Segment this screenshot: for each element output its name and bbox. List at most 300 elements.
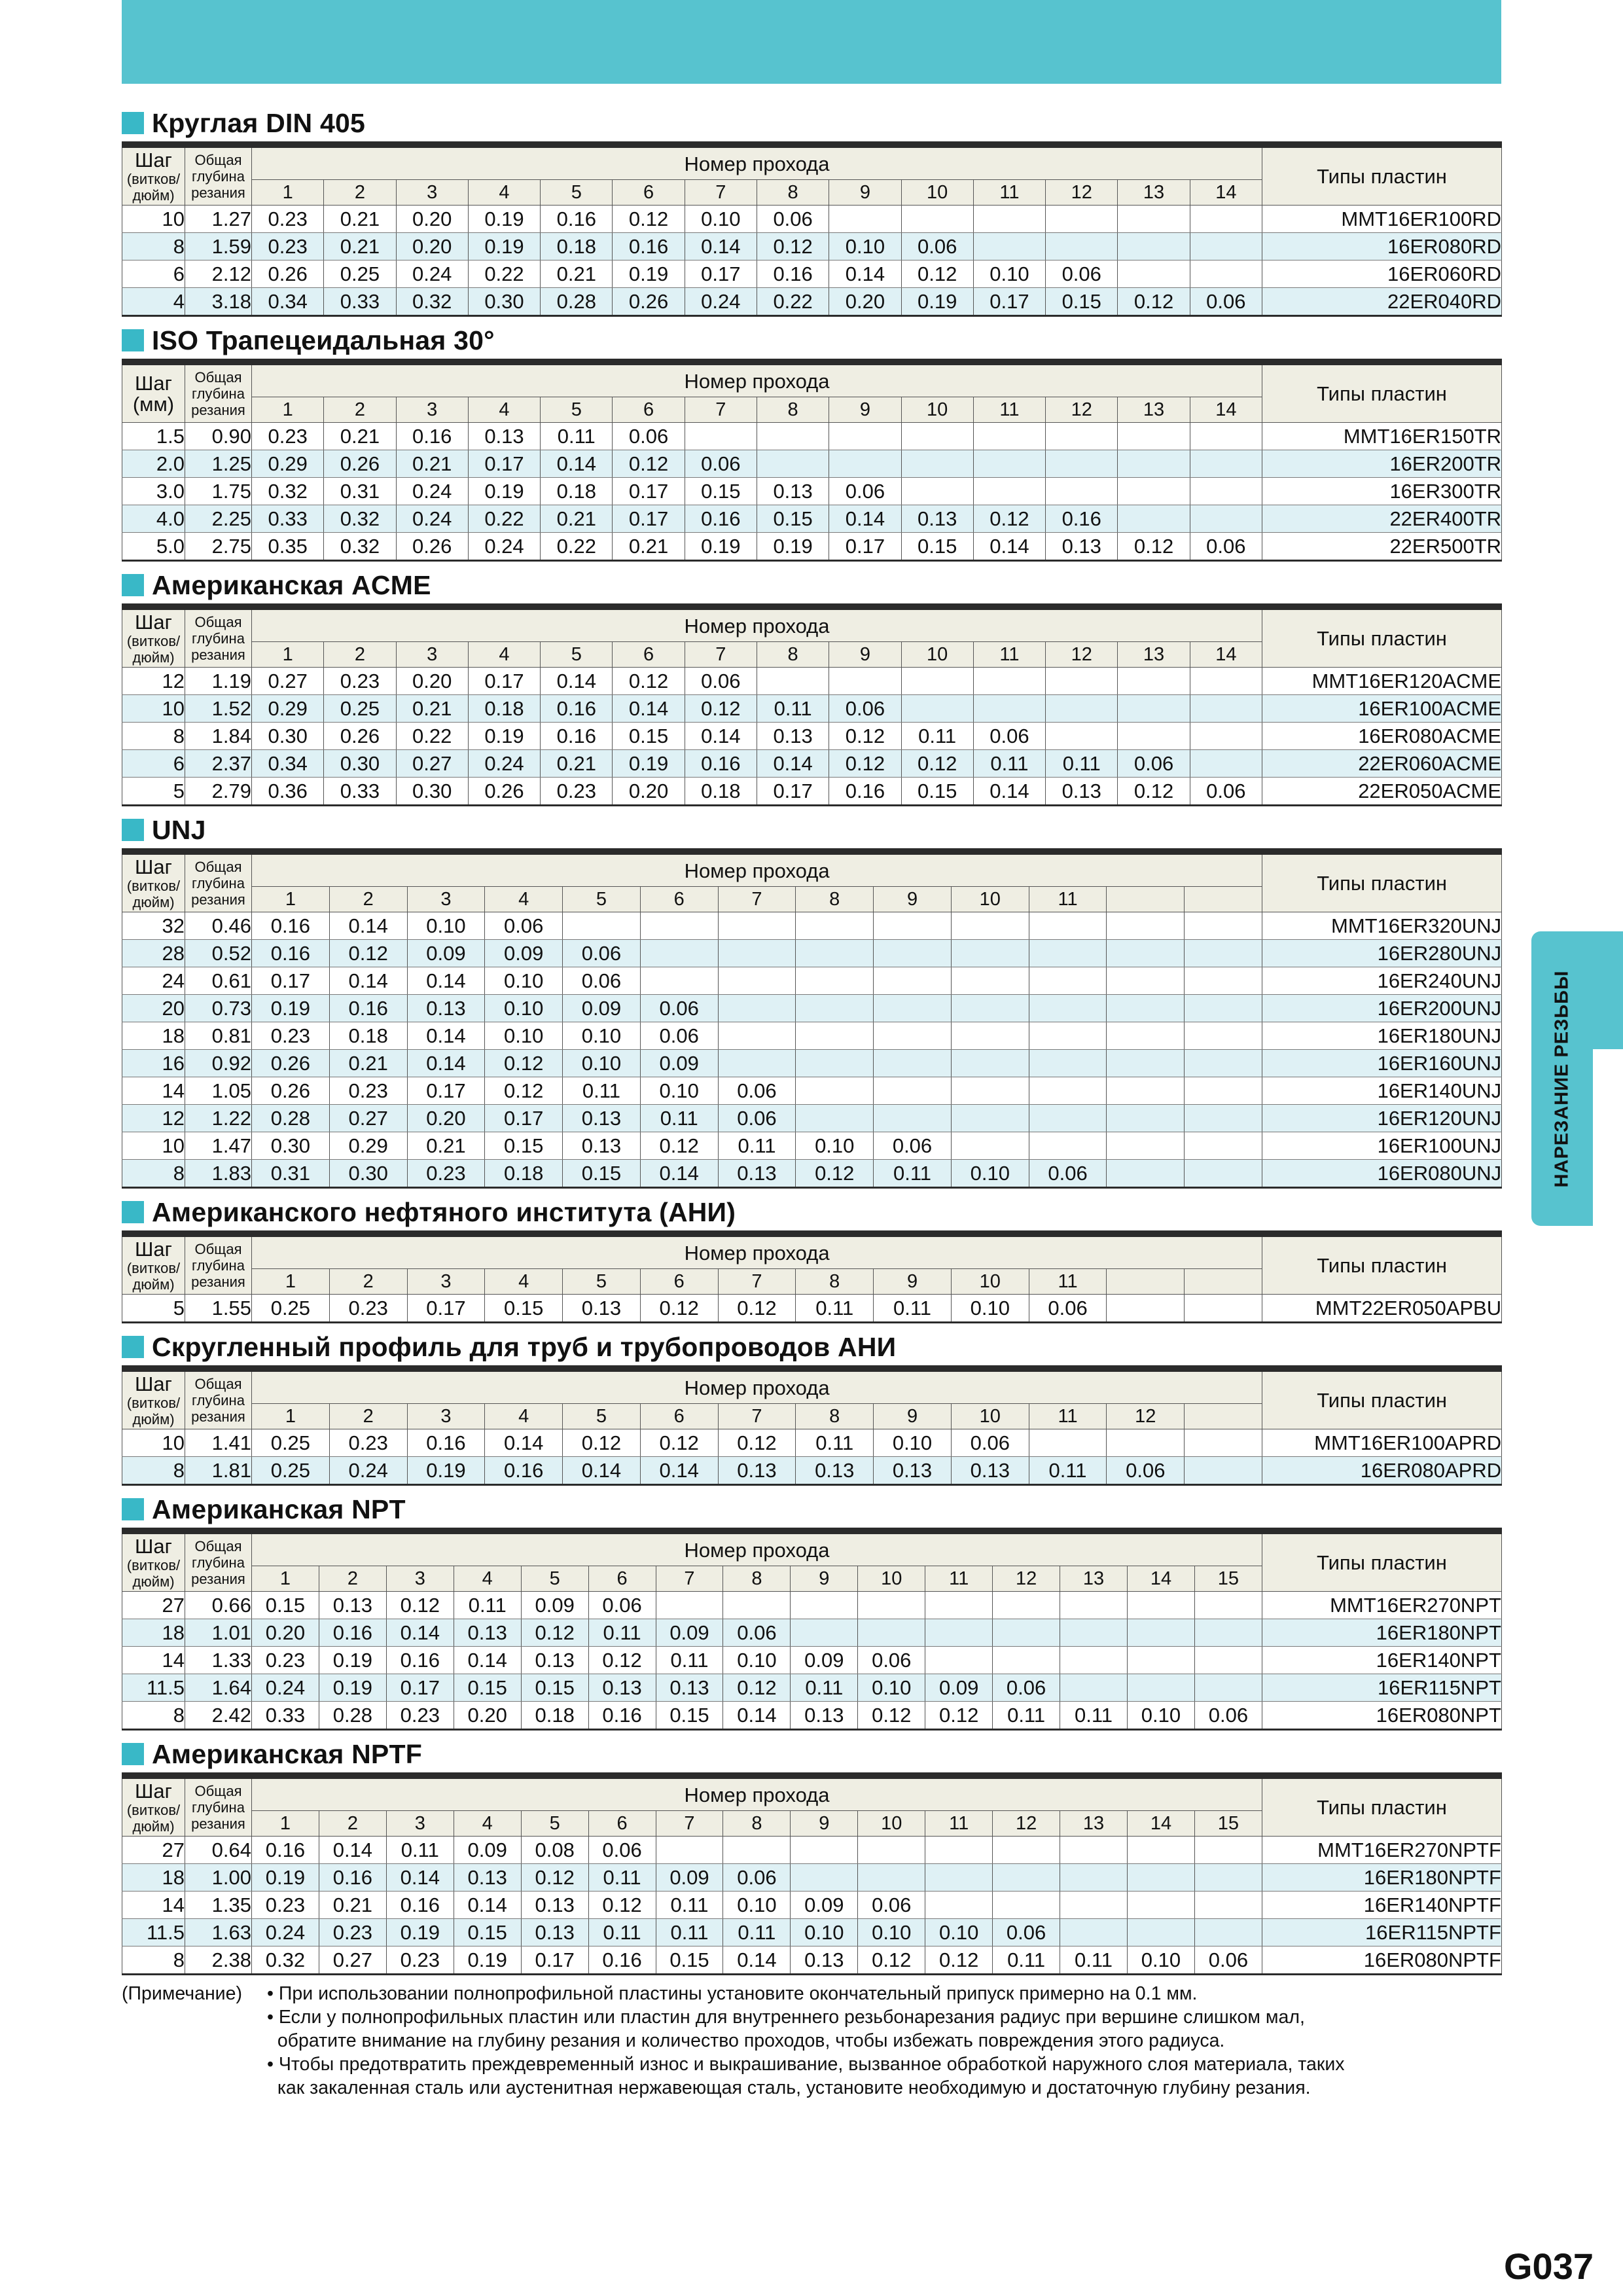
- pitch-cell: 14: [122, 1647, 185, 1674]
- pass-value-cell: [718, 967, 796, 995]
- pass-value-cell: 0.14: [685, 723, 757, 750]
- pass-value-cell: 0.09: [407, 940, 485, 967]
- pass-value-cell: 0.16: [252, 912, 330, 940]
- table-row: [122, 206, 1502, 233]
- pass-value-cell: 0.13: [791, 1946, 858, 1975]
- pass-value-cell: 0.33: [252, 1702, 319, 1730]
- pass-value-cell: 0.10: [925, 1919, 993, 1946]
- pass-value-cell: [993, 1837, 1060, 1864]
- pass-value-cell: 0.11: [656, 1892, 723, 1919]
- pass-number: 4: [454, 1566, 521, 1592]
- pass-value-cell: 0.10: [485, 967, 563, 995]
- pass-value-cell: 0.23: [329, 1429, 407, 1457]
- pitch-cell: 12: [122, 668, 185, 695]
- depth-cell: 1.41: [185, 1429, 252, 1457]
- pass-number: 2: [329, 1404, 407, 1429]
- pass-value-cell: 0.22: [757, 288, 829, 316]
- pass-value-cell: 0.12: [858, 1702, 925, 1730]
- pass-value-cell: 0.33: [324, 288, 396, 316]
- pitch-header: Шаг (витков/ дюйм): [122, 607, 185, 668]
- pass-value-cell: 0.06: [685, 668, 757, 695]
- pass-value-cell: 0.16: [319, 1619, 386, 1647]
- pitch-cell: 10: [122, 206, 185, 233]
- pass-value-cell: [1127, 1837, 1194, 1864]
- pass-value-cell: [1185, 912, 1262, 940]
- thread-table: [122, 141, 1502, 317]
- pass-number: 12: [1107, 1404, 1185, 1429]
- pass-value-cell: 0.12: [901, 260, 973, 288]
- pass-value-cell: [901, 206, 973, 233]
- thread-table: [122, 1230, 1502, 1323]
- depth-cell: 1.19: [185, 668, 252, 695]
- section-marker-icon: [122, 1743, 144, 1765]
- pass-value-cell: 0.15: [454, 1919, 521, 1946]
- pass-value-cell: 0.06: [613, 423, 685, 450]
- table-row: [122, 423, 1502, 450]
- pass-value-cell: 0.11: [874, 1295, 952, 1323]
- pass-value-cell: [1107, 1132, 1185, 1160]
- pass-value-cell: 0.15: [757, 505, 829, 533]
- pass-value-cell: 0.13: [757, 723, 829, 750]
- pass-value-cell: 0.30: [252, 1132, 330, 1160]
- pass-value-cell: 0.25: [252, 1429, 330, 1457]
- section-marker-icon: [122, 112, 144, 134]
- pass-value-cell: 0.14: [829, 260, 901, 288]
- pass-number: [1107, 1269, 1185, 1295]
- pass-number: 3: [407, 1269, 485, 1295]
- thread-table: [122, 603, 1502, 806]
- pass-number: 4: [454, 1811, 521, 1837]
- pass-value-cell: 0.15: [901, 533, 973, 561]
- pass-value-cell: 0.13: [563, 1132, 641, 1160]
- table-row: [122, 1837, 1502, 1864]
- pass-value-cell: 0.13: [319, 1592, 386, 1619]
- pass-value-cell: 0.23: [319, 1919, 386, 1946]
- pass-value-cell: 0.11: [640, 1105, 718, 1132]
- pass-value-cell: 0.19: [901, 288, 973, 316]
- pass-value-cell: [951, 912, 1029, 940]
- pitch-header: Шаг (витков/ дюйм): [122, 1531, 185, 1592]
- table-row: [122, 723, 1502, 750]
- table-row: [122, 505, 1502, 533]
- pass-value-cell: [951, 1022, 1029, 1050]
- pass-value-cell: 0.14: [407, 967, 485, 995]
- pass-value-cell: 0.11: [993, 1946, 1060, 1975]
- pass-number: 2: [324, 642, 396, 668]
- depth-cell: 0.66: [185, 1592, 252, 1619]
- table-row: [122, 478, 1502, 505]
- pass-value-cell: 0.30: [252, 723, 324, 750]
- pass-value-cell: [1107, 1429, 1185, 1457]
- pass-value-cell: 0.33: [252, 505, 324, 533]
- pass-value-cell: [796, 1077, 874, 1105]
- pass-number: 13: [1118, 642, 1190, 668]
- pass-value-cell: 0.20: [396, 206, 468, 233]
- pass-value-cell: [1127, 1864, 1194, 1892]
- pass-value-cell: 0.26: [324, 723, 396, 750]
- pass-value-cell: [1029, 1105, 1107, 1132]
- pass-value-cell: 0.06: [685, 450, 757, 478]
- pass-value-cell: 0.10: [485, 1022, 563, 1050]
- table-row: [122, 1619, 1502, 1647]
- pass-value-cell: 0.10: [796, 1132, 874, 1160]
- pass-number: 13: [1118, 180, 1190, 206]
- table-row: [122, 668, 1502, 695]
- insert-type-cell: 22ER040RD: [1262, 288, 1502, 316]
- pass-value-cell: [1118, 206, 1190, 233]
- pass-value-cell: [925, 1837, 993, 1864]
- depth-cell: 1.52: [185, 695, 252, 723]
- pass-value-cell: [1107, 1050, 1185, 1077]
- pass-value-cell: [796, 1022, 874, 1050]
- pass-value-cell: [1118, 695, 1190, 723]
- pass-value-cell: 0.16: [252, 940, 330, 967]
- depth-cell: 2.25: [185, 505, 252, 533]
- pass-value-cell: 0.14: [685, 233, 757, 260]
- pass-value-cell: [796, 1050, 874, 1077]
- pass-value-cell: 0.21: [541, 750, 613, 778]
- pass-value-cell: 0.17: [685, 260, 757, 288]
- pass-value-cell: 0.13: [521, 1647, 588, 1674]
- pass-number: 5: [563, 1404, 641, 1429]
- pass-value-cell: 0.18: [541, 478, 613, 505]
- pass-value-cell: 0.10: [1127, 1702, 1194, 1730]
- pass-value-cell: 0.10: [874, 1429, 952, 1457]
- pass-value-cell: 0.29: [329, 1132, 407, 1160]
- depth-cell: 0.92: [185, 1050, 252, 1077]
- depth-cell: 0.46: [185, 912, 252, 940]
- pass-value-cell: [1190, 423, 1262, 450]
- pass-number: 7: [718, 1404, 796, 1429]
- pass-value-cell: [973, 423, 1045, 450]
- pass-value-cell: 0.23: [324, 668, 396, 695]
- pitch-cell: 5: [122, 1295, 185, 1323]
- pass-number: 3: [386, 1811, 454, 1837]
- pass-value-cell: [1127, 1619, 1194, 1647]
- pass-value-cell: 0.23: [252, 233, 324, 260]
- pass-value-cell: 0.10: [858, 1919, 925, 1946]
- pass-value-cell: 0.19: [757, 533, 829, 561]
- pass-number: 11: [973, 642, 1045, 668]
- table-row: [122, 1674, 1502, 1702]
- note-line: [122, 1982, 1501, 2005]
- pass-value-cell: 0.14: [407, 1022, 485, 1050]
- pass-value-cell: 0.21: [541, 505, 613, 533]
- table-row: [122, 912, 1502, 940]
- pass-value-cell: 0.14: [640, 1160, 718, 1188]
- pass-value-cell: [1029, 1077, 1107, 1105]
- pass-value-cell: [858, 1592, 925, 1619]
- pass-value-cell: 0.06: [1190, 778, 1262, 806]
- pass-value-cell: 0.15: [485, 1295, 563, 1323]
- pass-number: [1107, 887, 1185, 912]
- depth-cell: 1.64: [185, 1674, 252, 1702]
- table-row: [122, 533, 1502, 561]
- pass-value-cell: 0.11: [718, 1132, 796, 1160]
- pitch-cell: 16: [122, 1050, 185, 1077]
- depth-cell: 0.73: [185, 995, 252, 1022]
- pass-value-cell: 0.12: [640, 1429, 718, 1457]
- pass-number: 4: [485, 1269, 563, 1295]
- table-row: [122, 695, 1502, 723]
- depth-header: Общая глубина резания: [185, 1234, 252, 1295]
- insert-type-cell: 16ER200TR: [1262, 450, 1502, 478]
- pass-value-cell: 0.28: [252, 1105, 330, 1132]
- insert-type-cell: 16ER100ACME: [1262, 695, 1502, 723]
- pass-value-cell: [1060, 1864, 1128, 1892]
- pitch-cell: 3.0: [122, 478, 185, 505]
- pass-value-cell: [1185, 1050, 1262, 1077]
- pass-value-cell: [757, 668, 829, 695]
- depth-cell: 1.27: [185, 206, 252, 233]
- pass-value-cell: [656, 1592, 723, 1619]
- pass-value-cell: [993, 1892, 1060, 1919]
- depth-cell: 1.75: [185, 478, 252, 505]
- pass-value-cell: 0.21: [396, 450, 468, 478]
- pass-number-header: Номер прохода: [252, 607, 1262, 642]
- pass-value-cell: 0.11: [656, 1647, 723, 1674]
- pass-value-cell: 0.06: [858, 1647, 925, 1674]
- pass-number: 8: [723, 1811, 791, 1837]
- pass-value-cell: 0.16: [588, 1946, 656, 1975]
- pass-value-cell: [1190, 260, 1262, 288]
- pass-number: 5: [541, 642, 613, 668]
- pass-value-cell: 0.12: [723, 1674, 791, 1702]
- pass-value-cell: 0.14: [329, 912, 407, 940]
- pass-value-cell: 0.12: [613, 668, 685, 695]
- thread-table: [122, 1528, 1502, 1731]
- table-row: [122, 1105, 1502, 1132]
- pitch-cell: 32: [122, 912, 185, 940]
- pass-value-cell: 0.12: [925, 1702, 993, 1730]
- pass-value-cell: [718, 995, 796, 1022]
- pass-value-cell: [718, 1050, 796, 1077]
- pass-value-cell: [1194, 1919, 1262, 1946]
- pass-value-cell: [1107, 1022, 1185, 1050]
- pass-number: 8: [796, 887, 874, 912]
- pass-value-cell: 0.18: [468, 695, 540, 723]
- pass-value-cell: 0.06: [723, 1619, 791, 1647]
- pass-value-cell: 0.13: [757, 478, 829, 505]
- pitch-cell: 1.5: [122, 423, 185, 450]
- pass-value-cell: 0.08: [521, 1837, 588, 1864]
- pass-value-cell: 0.09: [656, 1864, 723, 1892]
- pitch-header: Шаг (витков/ дюйм): [122, 1776, 185, 1837]
- pass-value-cell: 0.21: [613, 533, 685, 561]
- pass-number: 14: [1190, 180, 1262, 206]
- pass-value-cell: 0.06: [563, 967, 641, 995]
- section-title-text: Американская ACME: [152, 569, 431, 600]
- pass-value-cell: [951, 967, 1029, 995]
- pass-value-cell: 0.17: [407, 1077, 485, 1105]
- insert-types-header: Типы пластин: [1262, 1776, 1501, 1837]
- pass-value-cell: 0.12: [640, 1295, 718, 1323]
- pass-number: 5: [541, 397, 613, 423]
- pass-value-cell: [993, 1619, 1060, 1647]
- insert-type-cell: 16ER080UNJ: [1262, 1160, 1502, 1188]
- pass-value-cell: [640, 940, 718, 967]
- pass-value-cell: [640, 912, 718, 940]
- insert-type-cell: MMT22ER050APBU: [1262, 1295, 1502, 1323]
- pitch-cell: 10: [122, 1132, 185, 1160]
- pass-number: 6: [613, 180, 685, 206]
- table-row: [122, 1592, 1502, 1619]
- table-row: [122, 1132, 1502, 1160]
- pass-value-cell: [993, 1647, 1060, 1674]
- pass-value-cell: [1190, 478, 1262, 505]
- pass-value-cell: 0.21: [324, 423, 396, 450]
- pass-value-cell: [829, 450, 901, 478]
- pass-value-cell: 0.12: [485, 1050, 563, 1077]
- pass-value-cell: 0.17: [468, 450, 540, 478]
- pass-value-cell: [1118, 260, 1190, 288]
- pass-value-cell: 0.10: [685, 206, 757, 233]
- pass-value-cell: 0.16: [829, 778, 901, 806]
- pass-value-cell: 0.09: [485, 940, 563, 967]
- pass-number: 7: [718, 887, 796, 912]
- table-row: [122, 1892, 1502, 1919]
- pass-value-cell: 0.11: [588, 1619, 656, 1647]
- pass-value-cell: 0.26: [252, 1077, 330, 1105]
- pass-number-header: Номер прохода: [252, 852, 1262, 887]
- pass-value-cell: 0.16: [613, 233, 685, 260]
- pass-value-cell: 0.23: [407, 1160, 485, 1188]
- pass-value-cell: 0.19: [468, 723, 540, 750]
- pass-value-cell: 0.13: [796, 1457, 874, 1485]
- pass-number: 7: [718, 1269, 796, 1295]
- depth-header: Общая глубина резания: [185, 1369, 252, 1429]
- pass-number: 8: [723, 1566, 791, 1592]
- pass-value-cell: [1185, 1132, 1262, 1160]
- pass-value-cell: 0.11: [993, 1702, 1060, 1730]
- pass-value-cell: [901, 423, 973, 450]
- pass-value-cell: 0.22: [468, 260, 540, 288]
- pass-value-cell: 0.11: [588, 1864, 656, 1892]
- pass-value-cell: 0.11: [1060, 1702, 1128, 1730]
- pass-number: 5: [521, 1566, 588, 1592]
- main-content: [122, 105, 1501, 2100]
- pass-value-cell: 0.27: [329, 1105, 407, 1132]
- pitch-cell: 18: [122, 1619, 185, 1647]
- pass-value-cell: 0.14: [485, 1429, 563, 1457]
- pass-value-cell: 0.11: [1029, 1457, 1107, 1485]
- table-row: [122, 995, 1502, 1022]
- pass-number: 9: [829, 180, 901, 206]
- pass-number: 8: [796, 1269, 874, 1295]
- pass-value-cell: 0.14: [563, 1457, 641, 1485]
- pass-value-cell: 0.35: [252, 533, 324, 561]
- pass-number: 2: [319, 1566, 386, 1592]
- pass-value-cell: 0.19: [685, 533, 757, 561]
- section-title: [122, 1194, 1501, 1230]
- pass-value-cell: 0.06: [1029, 1160, 1107, 1188]
- section-title-text: Американская NPTF: [152, 1738, 422, 1769]
- thread-table: [122, 1365, 1502, 1486]
- depth-cell: 1.01: [185, 1619, 252, 1647]
- pass-number: 7: [685, 642, 757, 668]
- pass-value-cell: [858, 1864, 925, 1892]
- pass-value-cell: 0.18: [485, 1160, 563, 1188]
- pass-value-cell: 0.18: [329, 1022, 407, 1050]
- insert-type-cell: MMT16ER120ACME: [1262, 668, 1502, 695]
- pass-value-cell: 0.17: [829, 533, 901, 561]
- pitch-cell: 8: [122, 723, 185, 750]
- section-marker-icon: [122, 1336, 144, 1358]
- pass-value-cell: 0.17: [407, 1295, 485, 1323]
- pass-number: [1185, 1404, 1262, 1429]
- table-row: [122, 1022, 1502, 1050]
- pass-number: 11: [925, 1811, 993, 1837]
- pass-value-cell: 0.14: [386, 1619, 454, 1647]
- section-title-text: Американская NPT: [152, 1494, 406, 1524]
- section-title: [122, 1491, 1501, 1528]
- pitch-cell: 8: [122, 1457, 185, 1485]
- pass-number: 10: [858, 1566, 925, 1592]
- pass-value-cell: 0.15: [613, 723, 685, 750]
- pass-value-cell: 0.15: [485, 1132, 563, 1160]
- depth-cell: 2.38: [185, 1946, 252, 1975]
- section-title-text: ISO Трапецеидальная 30°: [152, 325, 495, 355]
- pass-value-cell: [1046, 423, 1118, 450]
- pitch-cell: 2.0: [122, 450, 185, 478]
- pass-value-cell: 0.30: [329, 1160, 407, 1188]
- pass-value-cell: 0.22: [396, 723, 468, 750]
- pass-value-cell: 0.06: [951, 1429, 1029, 1457]
- pass-number: [1185, 887, 1262, 912]
- pass-value-cell: 0.27: [319, 1946, 386, 1975]
- pass-number: 4: [485, 887, 563, 912]
- pass-value-cell: 0.14: [386, 1864, 454, 1892]
- section-marker-icon: [122, 1498, 144, 1520]
- pass-value-cell: [796, 912, 874, 940]
- depth-cell: 1.63: [185, 1919, 252, 1946]
- pass-value-cell: [973, 695, 1045, 723]
- pass-value-cell: [993, 1864, 1060, 1892]
- pass-value-cell: 0.09: [640, 1050, 718, 1077]
- pass-value-cell: 0.09: [454, 1837, 521, 1864]
- pass-number: 12: [1046, 642, 1118, 668]
- section-title: [122, 322, 1501, 359]
- insert-type-cell: 16ER120UNJ: [1262, 1105, 1502, 1132]
- pass-value-cell: 0.29: [252, 695, 324, 723]
- pass-value-cell: 0.12: [757, 233, 829, 260]
- pass-value-cell: 0.24: [396, 505, 468, 533]
- pass-value-cell: 0.19: [468, 206, 540, 233]
- thread-table: [122, 848, 1502, 1189]
- header-band: [122, 0, 1501, 84]
- pass-value-cell: 0.21: [541, 260, 613, 288]
- pass-value-cell: 0.32: [324, 533, 396, 561]
- pass-value-cell: 0.06: [1190, 288, 1262, 316]
- pass-value-cell: 0.29: [252, 450, 324, 478]
- insert-type-cell: 16ER240UNJ: [1262, 967, 1502, 995]
- insert-types-header: Типы пластин: [1262, 607, 1502, 668]
- pass-number: 9: [791, 1811, 858, 1837]
- depth-cell: 1.47: [185, 1132, 252, 1160]
- pass-value-cell: 0.27: [396, 750, 468, 778]
- insert-type-cell: 16ER200UNJ: [1262, 995, 1502, 1022]
- pass-value-cell: 0.18: [685, 778, 757, 806]
- pass-value-cell: 0.10: [640, 1077, 718, 1105]
- pass-value-cell: 0.06: [723, 1864, 791, 1892]
- pass-value-cell: 0.14: [454, 1892, 521, 1919]
- pass-value-cell: [1118, 505, 1190, 533]
- insert-type-cell: 22ER050ACME: [1262, 778, 1502, 806]
- pass-value-cell: 0.17: [757, 778, 829, 806]
- pass-number-header: Номер прохода: [252, 1369, 1262, 1404]
- pass-value-cell: [796, 940, 874, 967]
- pass-value-cell: [1060, 1892, 1128, 1919]
